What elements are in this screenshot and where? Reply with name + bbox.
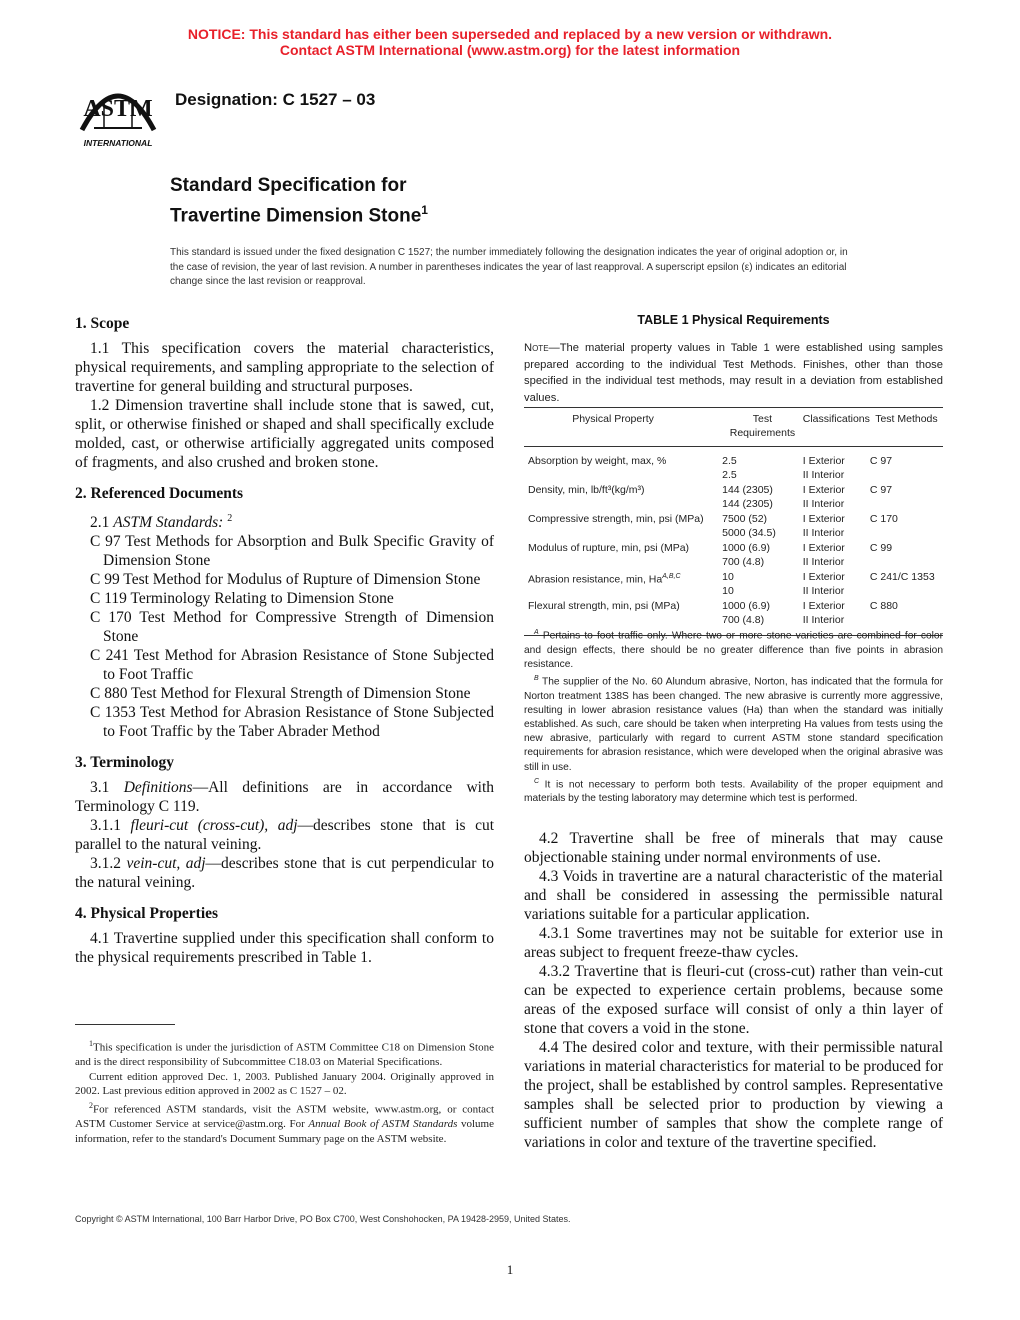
table-footnote-b [524,672,943,775]
table-row [524,447,943,483]
requirement-value: 2.5 [722,469,737,481]
classification-cell [803,511,870,540]
table-header-row [524,408,943,447]
reference-item: C 97 Test Methods for Absorption and Bulk Specific Gravity of Dimension Stone [90,533,494,570]
classification-value: I Exterior [802,455,845,467]
footnote-mark: A [534,629,539,636]
paragraph-4-3-2: 4.3.2 Travertine that is fleuri-cut (cross-cut) rather than vein-cut can be expected to experience certain problems, because some areas of the exposed surface will consist of only a thin layer of stone that covers a void in the stone. [524,963,943,1037]
left-column [75,314,494,967]
copyright-line: Copyright © ASTM International, 100 Barr Harbor Drive, PO Box C700, West Conshohocken, PA 19428-2959, United States. [75,1214,571,1224]
section-heading-referenced-documents: 2. Referenced Documents [75,485,244,502]
footnote-text: This specification is under the jurisdiction of ASTM Committee C18 on Dimension Stone and is the direct responsibility of Subcommittee C18.03 on Material Specifications. [75,1041,494,1069]
section-heading-physical-properties: 4. Physical Properties [75,905,219,923]
paragraph-4-2: 4.2 Travertine shall be free of minerals that may cause objectionable staining under normal environments of use. [524,830,943,866]
footnote-text: The supplier of the No. 60 Alundum abrasive, Norton, has indicated that the formula for Norton treatment 138S has been changed. The new abrasive is currently more aggressive, resulting in lower abrasion resistance values (Ha) than when the standard was initially established. As such, care should be taken when interpreting Ha values from tests using the new abrasive, particularly with regard to current ASTM stone standard specification requirements for abrasion resistance, which were developed when the original abrasive was still in use. [524,676,943,773]
title-line-2: Travertine Dimension Stone [170,205,422,227]
paragraph-number: 3.1.1 [90,817,121,835]
footnote-text: For referenced ASTM standards, visit the ASTM website, www.astm.org, or contact ASTM Customer Service at service@astm.org. For [75,1103,494,1131]
footnote-mark: B [534,675,539,682]
property-cell: Compressive strength, min, psi (MPa) [528,513,704,525]
classification-value: I Exterior [802,600,845,612]
right-column-body [524,829,943,1152]
requirement-value: 1000 (6.9) [722,542,770,554]
property-cell: Density, min, lb/ft³(kg/m³) [528,484,645,496]
notice-line-1: NOTICE: This standard has either been superseded and replaced by a new version or withdrawn. [187,26,833,42]
classification-value: II Interior [802,556,845,568]
requirement-value: 2.5 [722,455,737,467]
classification-value: II Interior [802,527,845,539]
column-header: Test Requirements [722,408,803,447]
method-cell: C 241/C 1353 [869,571,935,583]
classification-cell [803,540,870,569]
paragraph-4-3-1: 4.3.1 Some travertines may not be suitable for exterior use in areas subject to frequent freeze-thaw cycles. [524,925,943,961]
definition-text: —describes stone that is cut parallel to the natural veining. [75,817,495,854]
reference-item: C 880 Test Method for Flexural Strength of Dimension Stone [90,685,471,703]
supersede-notice [0,26,1020,58]
requirement-cell [722,569,803,598]
astm-logo [74,72,162,150]
footnote-mark-2: 2 [227,513,233,524]
requirement-cell [722,511,803,540]
table-title: TABLE 1 Physical Requirements [637,313,830,327]
paragraph-3-1 [75,778,494,816]
paragraph-4-1: 4.1 Travertine supplied under this specification shall conform to the physical requirements prescribed in Table 1. [75,930,494,967]
notice-line-2: Contact ASTM International (www.astm.org) for the latest information [279,42,741,58]
table-note [524,340,943,406]
footnote-1-edition: Current edition approved Dec. 1, 2003. Published January 2004. Originally approved in 2002. Last previous edition approved in 2002 as C 1527 – 02. [75,1070,494,1098]
footnote-text: It is not necessary to perform both tests. Availability of the proper equipment and materials by the testing laboratory may determine which test is performed. [524,779,943,805]
footnote-marks: A,B,C [662,573,681,580]
note-text: —The material property values in Table 1 were established using samples prepared according to the individual Test Methods. Finishes, other than those specified in the individual test methods, may result in a deviation from established values. [524,342,943,404]
astm-standards-label: ASTM Standards: [113,514,224,532]
paragraph-4-3: 4.3 Voids in travertine are a natural characteristic of the material and shall be considered in assessing the permissible natural variations suitable for a particular application. [524,868,943,923]
table-row [524,511,943,540]
page-number: 1 [506,1262,514,1277]
footnote-1 [75,1037,494,1070]
section-heading-scope: 1. Scope [75,315,130,332]
table-row [524,569,943,598]
method-cell: C 170 [869,513,898,525]
note-label: Note [524,342,549,354]
property-cell [524,569,722,598]
defined-term: fleuri-cut (cross-cut), adj [130,817,298,835]
footnote-2 [75,1099,494,1146]
classification-value: I Exterior [802,484,845,496]
classification-value: I Exterior [802,513,845,525]
paragraph-1-1: 1.1 This specification covers the material characteristics, physical requirements, and sampling appropriate to the selection of travertine for general building and structural purposes. [75,340,494,395]
method-cell: C 880 [870,598,943,636]
column-header: Test Methods [870,408,943,447]
method-cell: C 97 [869,484,893,496]
table-footnote-c [524,775,943,807]
definition-text: —All definitions are in accordance with Terminology C 119. [75,779,494,816]
requirement-cell [722,447,803,483]
footnote-divider [75,1024,175,1025]
paragraph-2-1 [75,509,494,532]
property-cell: Absorption by weight, max, % [528,455,667,467]
classification-value: II Interior [802,469,845,481]
paragraph-3-1-1 [75,816,494,854]
left-footnotes [75,1037,494,1146]
paragraph-4-4: 4.4 The desired color and texture, with their permissible natural variations in material characteristics for material to be produced for the project, shall be established by control samples. Representative samples shall be selected prior to production by viewing a sufficient number of samples that show the complete range of variations in color and texture of the travertine specified. [524,1039,943,1151]
property-text: Abrasion resistance, min, Ha [528,573,663,586]
logo-text: ASTM [83,96,153,122]
paragraph-number: 3.1 [90,779,110,797]
column-header: Classifications [803,408,870,447]
paragraph-3-1-2 [75,854,494,892]
footnote-text: volume information, refer to the standard's Document Summary page on the ASTM website. [75,1118,494,1145]
logo-subtext: INTERNATIONAL [83,138,153,148]
reference-item: C 99 Test Method for Modulus of Rupture of Dimension Stone [90,571,481,589]
classification-value: I Exterior [802,542,845,554]
issuance-statement: This standard is issued under the fixed designation C 1527; the number immediately following the designation indicates the year of original adoption or, in the case of revision, the year of last revision. A number in parentheses indicates the year of last reapproval. A superscript epsilon (ε) indicates an editorial change since the last revision or reapproval. [170,247,848,287]
section-heading-terminology: 3. Terminology [75,754,175,772]
reference-item: C 1353 Test Method for Abrasion Resistance of Stone Subjected to Foot Traffic by the Taber Abrader Method [90,704,494,741]
footnote-mark: 2 [89,1101,93,1111]
classification-value: II Interior [802,614,845,626]
requirement-value: 144 (2305) [722,498,773,510]
classification-cell [803,447,870,483]
method-cell: C 99 [869,542,893,554]
requirement-value: 5000 (34.5) [722,527,776,539]
table-row [524,540,943,569]
requirement-value: 700 (4.8) [722,614,765,626]
requirement-cell [722,482,803,511]
classification-value: II Interior [802,498,845,510]
requirement-value: 10 [722,571,734,583]
defined-term: vein-cut, adj [126,855,206,873]
classification-value: II Interior [802,585,845,597]
requirement-value: 144 (2305) [722,484,773,496]
paragraph-number: 2.1 [90,514,110,532]
document-title [170,174,428,228]
footnote-mark: C [534,777,540,785]
reference-item: C 241 Test Method for Abrasion Resistance of Stone Subjected to Foot Traffic [90,647,494,684]
classification-cell [803,569,870,598]
requirement-value: 7500 (52) [722,513,768,525]
title-footnote-mark: 1 [421,203,428,217]
reference-item: C 119 Terminology Relating to Dimension Stone [90,590,394,608]
footnote-text: Pertains to foot traffic only. Where two or more stone varieties are combined for color and design effects, there should be no greater difference than five points in abrasion resistance. [524,630,943,670]
requirement-value: 700 (4.8) [722,556,765,568]
table-row [524,482,943,511]
footnote-italic-text: Annual Book of ASTM Standards [308,1118,458,1131]
column-header: Physical Property [524,408,722,447]
requirement-value: 10 [722,585,734,597]
paragraph-1-2: 1.2 Dimension travertine shall include stone that is sawed, cut, split, or otherwise finished or shaped and shall specifically exclude molded, cast, or otherwise artificially aggregated units composed of fragments, and also crushed and broken stone. [75,397,494,471]
physical-requirements-table [524,407,943,636]
property-cell: Flexural strength, min, psi (MPa) [524,598,722,636]
table-footnotes [524,626,943,807]
classification-cell [803,482,870,511]
method-cell: C 97 [869,455,893,467]
title-line-1: Standard Specification for [170,175,407,196]
table-footnote-a [524,626,943,672]
requirement-cell [722,540,803,569]
reference-item: C 170 Test Method for Compressive Strength of Dimension Stone [90,609,494,646]
defined-term: Definitions [123,779,193,797]
paragraph-number: 3.1.2 [90,855,121,873]
designation: Designation: C 1527 – 03 [175,90,376,109]
footnote-mark: 1 [89,1039,93,1048]
classification-value: I Exterior [802,571,845,583]
property-cell: Modulus of rupture, min, psi (MPa) [528,542,690,554]
requirement-value: 1000 (6.9) [722,600,770,612]
definition-text: —describes stone that is cut perpendicular to the natural veining. [75,855,494,892]
